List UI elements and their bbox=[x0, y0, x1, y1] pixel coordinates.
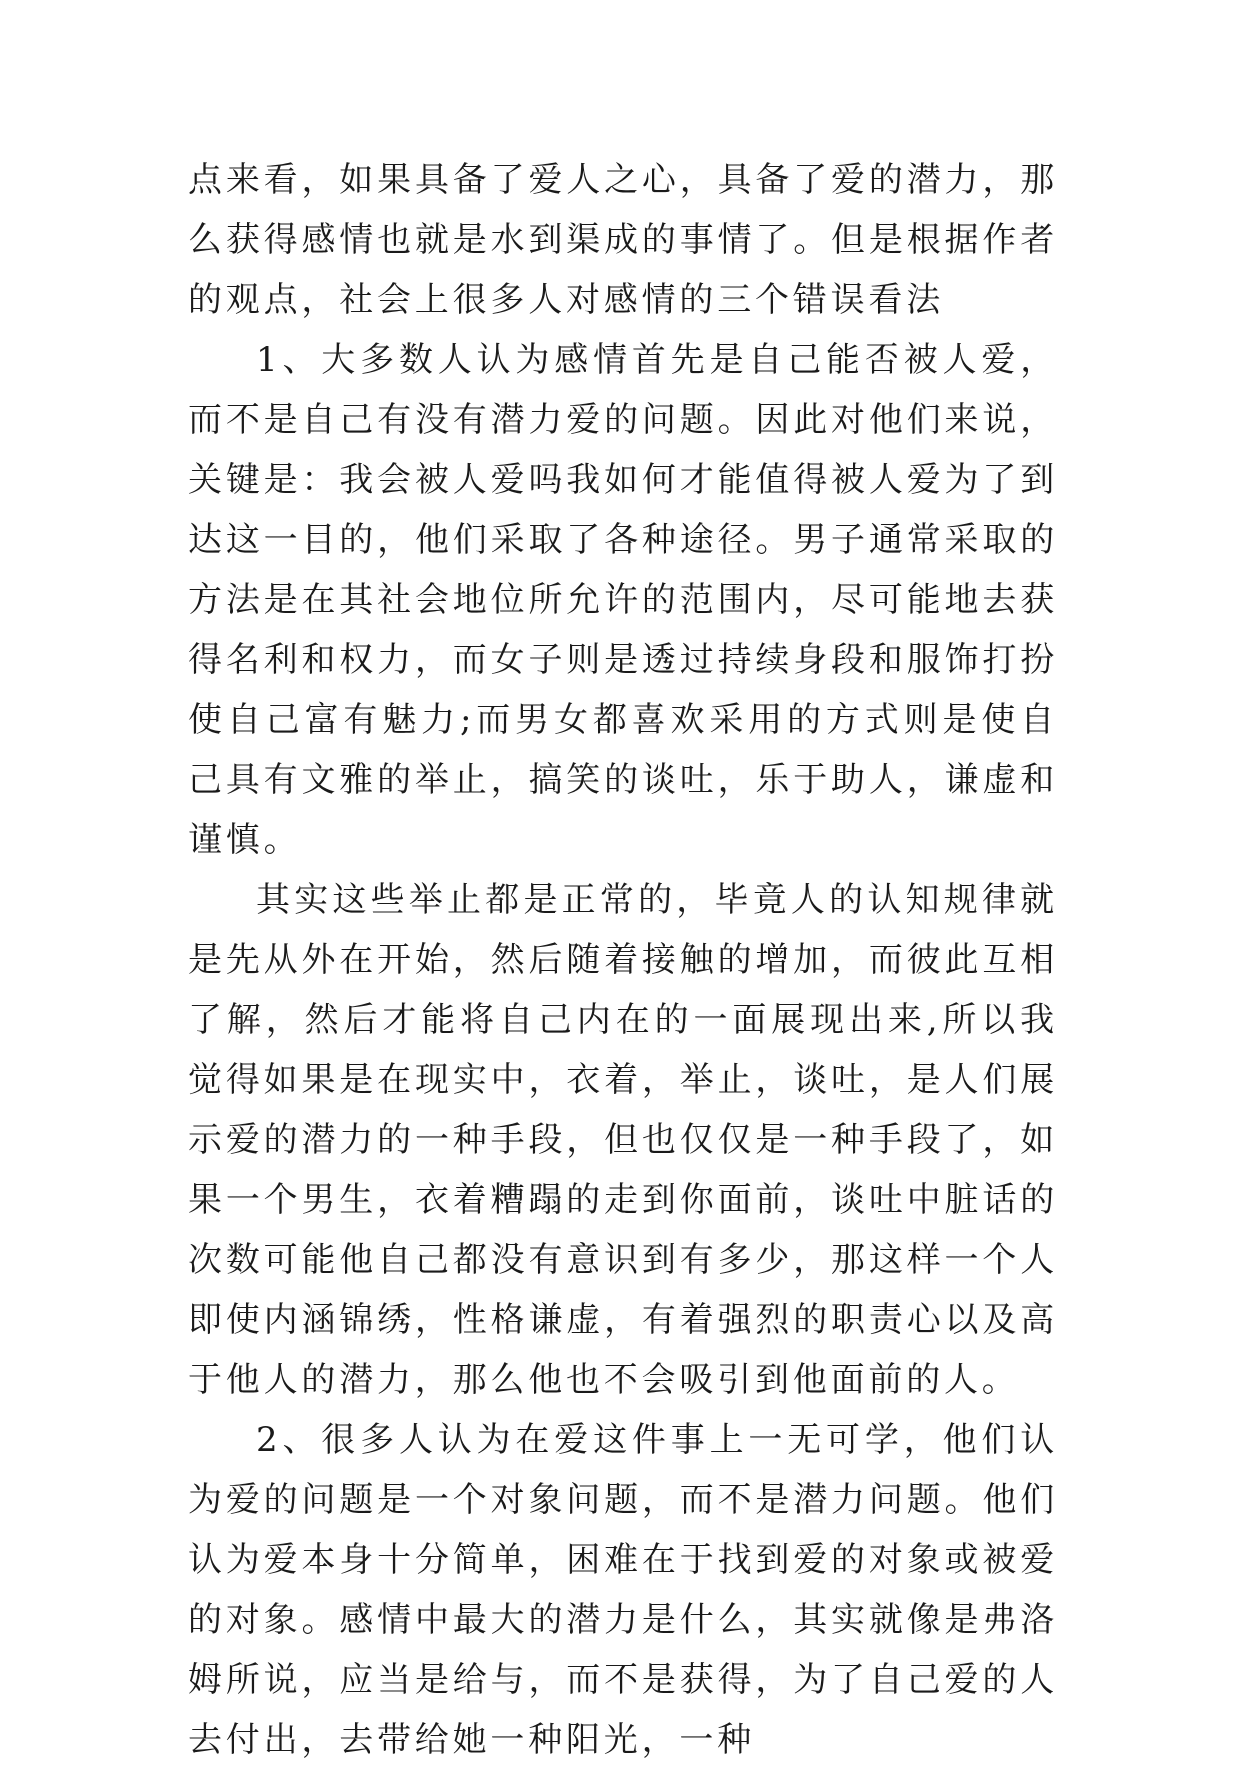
paragraph-1: 点来看，如果具备了爱人之心，具备了爱的潜力，那么获得感情也就是水到渠成的事情了。但是根据作者的观点，社会上很多人对感情的三个错误看法 bbox=[188, 160, 1058, 320]
paragraph-4: 2、很多人认为在爱这件事上一无可学，他们认为爱的问题是一个对象问题，而不是潜力问题。他们认为爱本身十分简单，困难在于找到爱的对象或被爱的对象。感情中最大的潜力是什么，其实就像是弗洛姆所说，应当是给与，而不是获得，为了自己爱的人去付出，去带给她一种阳光，一种 bbox=[188, 1420, 1058, 1760]
paragraph-3: 其实这些举止都是正常的，毕竟人的认知规律就是先从外在开始，然后随着接触的增加，而彼此互相了解，然后才能将自己内在的一面展现出来,所以我觉得如果是在现实中，衣着，举止，谈吐，是人们展示爱的潜力的一种手段，但也仅仅是一种手段了，如果一个男生，衣着糟蹋的走到你面前，谈吐中脏话的次数可能他自己都没有意识到有多少，那这样一个人即使内涵锦绣，性格谦虚，有着强烈的职责心以及高于他人的潜力，那么他也不会吸引到他面前的人。 bbox=[188, 880, 1058, 1400]
body-text bbox=[188, 150, 1058, 1770]
paragraph-2: 1、大多数人认为感情首先是自己能否被人爱，而不是自己有没有潜力爱的问题。因此对他们来说，关键是：我会被人爱吗我如何才能值得被人爱为了到达这一目的，他们采取了各种途径。男子通常采取的方法是在其社会地位所允许的范围内，尽可能地去获得名利和权力，而女子则是透过持续身段和服饰打扮使自己富有魅力;而男女都喜欢采用的方式则是使自己具有文雅的举止，搞笑的谈吐，乐于助人，谦虚和谨慎。 bbox=[188, 340, 1058, 860]
